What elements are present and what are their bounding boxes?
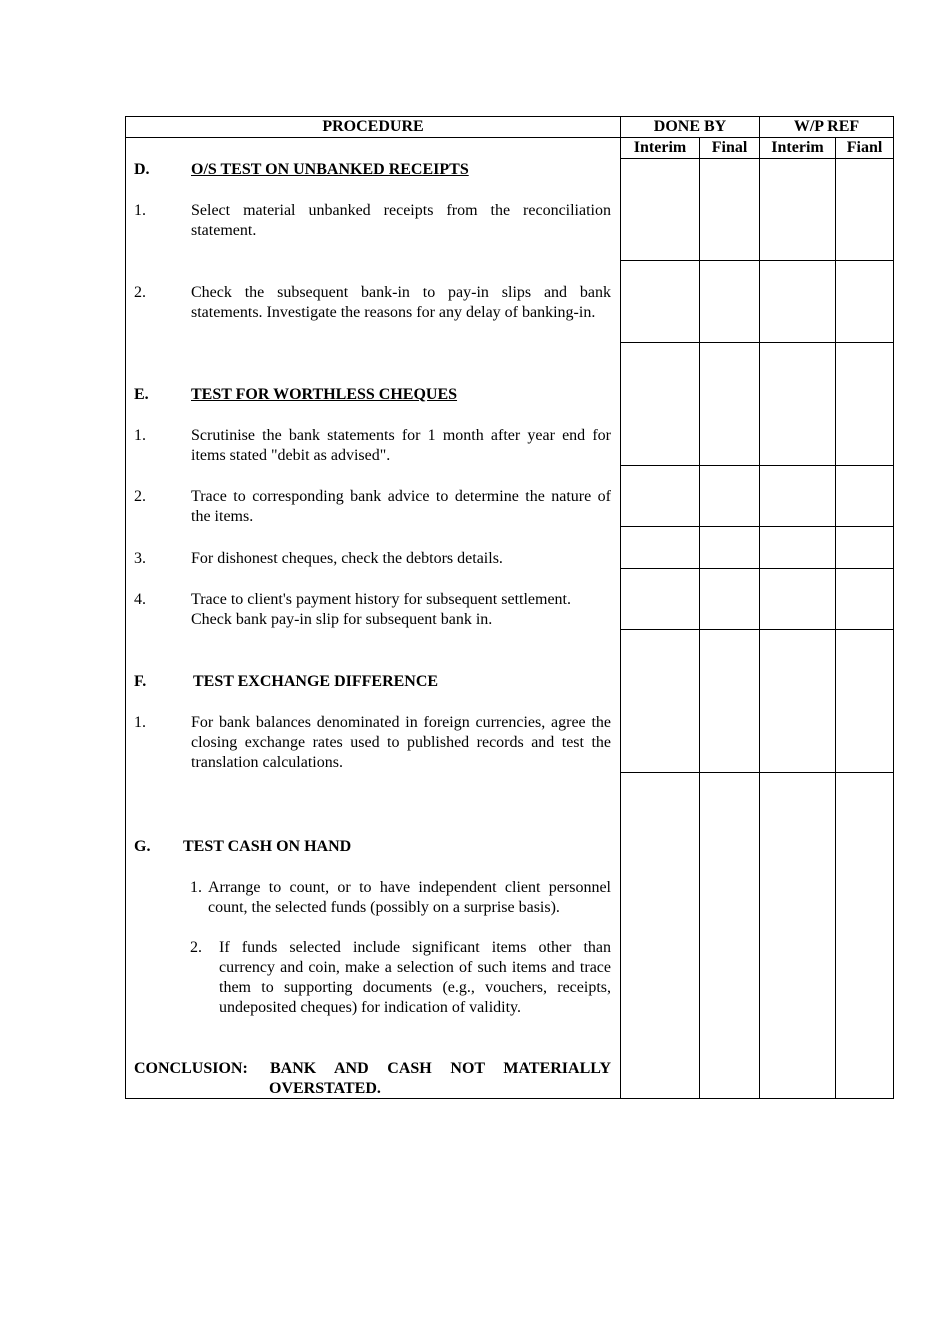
section-g-item-number: 2. bbox=[190, 939, 202, 956]
section-e-letter: E. bbox=[134, 386, 149, 403]
section-e-item-text: Check bank pay-in slip for subsequent bank in. bbox=[191, 611, 493, 628]
wp-ref-final-header: Fianl bbox=[846, 139, 883, 156]
done-by-interim-header: Interim bbox=[633, 139, 687, 156]
done-by-interim-border bbox=[699, 137, 700, 1099]
section-g-letter: G. bbox=[134, 838, 151, 855]
procedure-header: PROCEDURE bbox=[322, 118, 424, 135]
done-by-header: DONE BY bbox=[653, 118, 727, 135]
table-bottom-border bbox=[125, 1098, 894, 1099]
signoff-row-divider bbox=[621, 465, 894, 466]
signoff-row-divider bbox=[621, 260, 894, 261]
section-e-item-text: For dishonest cheques, check the debtors details. bbox=[191, 550, 503, 567]
section-e-item-number: 4. bbox=[134, 591, 146, 608]
signoff-row-divider bbox=[621, 342, 894, 343]
section-d-item-text: Check the subsequent bank-in to pay-in slips and bank statements. Investigate the reasons for any delay of banking-in. bbox=[191, 284, 611, 321]
signoff-row-divider bbox=[621, 526, 894, 527]
section-d-item-number: 1. bbox=[134, 202, 146, 219]
section-g-item-text: If funds selected include significant items other than currency and coin, make a selection of such items and trace them to supporting documents (e.g., vouchers, receipts, undeposited cheques) for indication of validity. bbox=[219, 939, 611, 1016]
section-f-letter: F. bbox=[134, 673, 147, 690]
section-g-title: TEST CASH ON HAND bbox=[183, 838, 352, 855]
section-g-item-number: 1. bbox=[190, 879, 202, 896]
conclusion-text-line1: BANK AND CASH NOT MATERIALLY bbox=[270, 1060, 611, 1077]
done-by-final-header: Final bbox=[711, 139, 748, 156]
section-e-item-number: 1. bbox=[134, 427, 146, 444]
wp-interim-border bbox=[835, 137, 836, 1099]
section-f-item-number: 1. bbox=[134, 714, 146, 731]
section-e-item-text: Scrutinise the bank statements for 1 month after year end for items stated "debit as advised". bbox=[191, 427, 611, 464]
wp-ref-header: W/P REF bbox=[793, 118, 860, 135]
section-d-item-number: 2. bbox=[134, 284, 146, 301]
subheader-divider bbox=[621, 158, 894, 159]
signoff-row-divider bbox=[621, 568, 894, 569]
signoff-row-divider bbox=[621, 772, 894, 773]
table-left-border bbox=[125, 116, 126, 1099]
section-e-item-text: Trace to corresponding bank advice to determine the nature of the items. bbox=[191, 488, 611, 525]
section-d-letter: D. bbox=[134, 161, 150, 178]
section-e-item-number: 2. bbox=[134, 488, 146, 505]
signoff-row-divider bbox=[621, 629, 894, 630]
section-g-item-text: Arrange to count, or to have independent client personnel count, the selected funds (possibly on a surprise basis). bbox=[208, 879, 611, 916]
conclusion-text-line2: OVERSTATED. bbox=[269, 1080, 381, 1097]
wp-ref-interim-header: Interim bbox=[771, 139, 824, 156]
section-d-title: O/S TEST ON UNBANKED RECEIPTS bbox=[191, 161, 469, 178]
section-f-item-text: For bank balances denominated in foreign currencies, agree the closing exchange rates used to published records and test the translation calculations. bbox=[191, 714, 611, 771]
section-e-item-text: Trace to client's payment history for subsequent settlement. bbox=[191, 591, 571, 608]
table-right-border bbox=[893, 116, 894, 1099]
done-by-wp-border bbox=[759, 116, 760, 1099]
conclusion-label: CONCLUSION: bbox=[134, 1060, 248, 1077]
section-f-title: TEST EXCHANGE DIFFERENCE bbox=[193, 673, 439, 690]
procedure-column-border bbox=[620, 116, 621, 1099]
section-e-item-number: 3. bbox=[134, 550, 146, 567]
section-e-title: TEST FOR WORTHLESS CHEQUES bbox=[191, 386, 458, 403]
section-d-item-text: Select material unbanked receipts from the reconciliation statement. bbox=[191, 202, 611, 239]
